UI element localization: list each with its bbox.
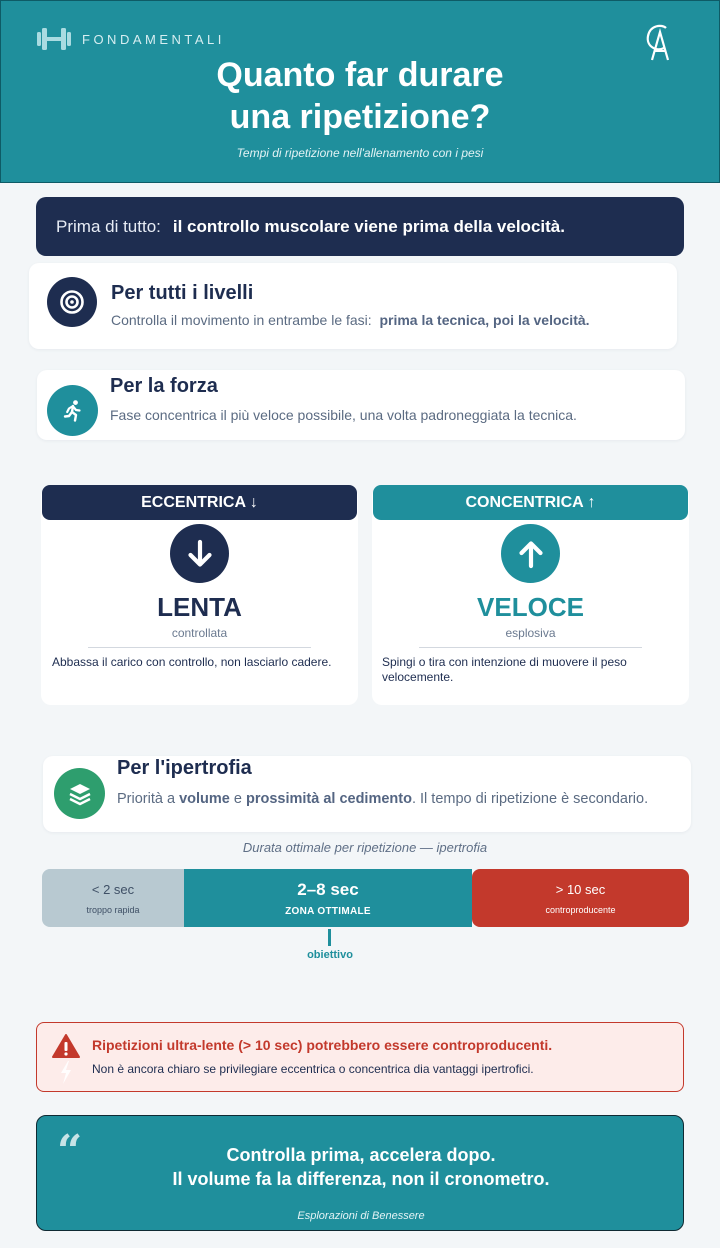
phase-eccentric-header: ECCENTRICA ↓	[42, 485, 357, 520]
warning-text: Non è ancora chiaro se privilegiare eccentrica o concentrica dia vantaggi ipertrofici.	[92, 1062, 534, 1076]
phase-eccentric-qualifier: controllata	[171, 626, 228, 640]
segment-fast-label: < 2 sec	[91, 881, 135, 897]
hyp-text-b: e	[233, 791, 242, 807]
layers-icon	[54, 768, 105, 819]
card-hypertrophy-text	[117, 791, 648, 807]
intro-text: il controllo muscolare viene prima della velocità.	[172, 216, 565, 236]
quote-text	[37, 1143, 685, 1191]
card-hypertrophy-title: Per l'ipertrofia	[117, 757, 252, 779]
card-all-title: Per tutti i livelli	[111, 282, 254, 304]
card-all-emphasis: prima la tecnica, poi la velocità.	[379, 312, 590, 328]
quote-line-1: Controlla prima, accelera dopo.	[226, 1145, 496, 1165]
quote-line-2: Il volume fa la differenza, non il cronometro.	[172, 1169, 550, 1189]
phase-eccentric-speed: LENTA	[157, 592, 242, 622]
timeline-segment-optimal	[184, 869, 472, 927]
target-icon	[47, 277, 97, 327]
phase-concentric-qualifier: esplosiva	[505, 626, 556, 640]
intro-prefix: Prima di tutto:	[56, 216, 161, 236]
quote-box	[36, 1115, 684, 1231]
card-all-body: Controlla il movimento in entrambe le fasi:	[111, 312, 372, 328]
brand	[36, 26, 225, 52]
target-marker	[328, 929, 331, 946]
phase-concentric-description: Spingi o tira con intenzione di muovere il peso velocemente.	[382, 655, 627, 684]
card-all-text	[111, 312, 590, 328]
segment-fast-sublabel: troppo rapida	[86, 904, 140, 915]
hyp-text-c: . Il tempo di ripetizione è secondario.	[411, 791, 649, 807]
card-strength-text: Fase concentrica il più veloce possibile, una volta padroneggiata la tecnica.	[110, 407, 577, 423]
hyp-em-b: prossimità al cedimento	[245, 791, 412, 807]
segment-optimal-label: 2–8 sec	[297, 879, 359, 899]
quote-source: Esplorazioni di Benessere	[297, 1210, 425, 1222]
phase-eccentric-divider	[88, 647, 311, 648]
intro-banner	[36, 197, 684, 256]
timeline-segment-fast	[42, 869, 184, 927]
warning-box	[36, 1022, 684, 1092]
title-line-1: Quanto far durare	[216, 56, 504, 94]
phase-eccentric-description: Abbassa il carico con controllo, non lasciarlo cadere.	[52, 655, 332, 669]
arrow-down-icon	[170, 524, 229, 583]
phase-concentric-speed: VELOCE	[477, 592, 584, 622]
timeline-segment-slow	[472, 869, 689, 927]
hyp-em-a: volume	[179, 791, 230, 807]
page-title	[0, 54, 720, 138]
segment-slow-label: > 10 sec	[555, 881, 606, 897]
card-strength-title: Per la forza	[110, 375, 218, 397]
segment-slow-sublabel: controproducente	[545, 904, 616, 915]
warning-title: Ripetizioni ultra-lente (> 10 sec) potrebbero essere controproducenti.	[92, 1037, 553, 1053]
arrow-up-icon	[501, 524, 560, 583]
phase-concentric-header: CONCENTRICA ↑	[373, 485, 688, 520]
segment-optimal-sublabel: ZONA OTTIMALE	[285, 905, 371, 917]
card-all-levels	[29, 263, 677, 349]
timeline-caption: Durata ottimale per ripetizione — ipertrofia	[242, 840, 488, 855]
running-icon	[47, 385, 98, 436]
quote-mark-icon: “	[57, 1126, 83, 1177]
brand-label: FONDAMENTALI	[82, 31, 225, 47]
phase-concentric-divider	[419, 647, 642, 648]
hyp-text-a: Priorità a	[117, 791, 176, 807]
page-subtitle: Tempi di ripetizione nell'allenamento con i pesi	[236, 146, 484, 160]
title-line-2: una ripetizione?	[229, 98, 491, 136]
dumbbell-icon	[36, 26, 72, 52]
warning-icon	[51, 1033, 81, 1085]
target-marker-label: obiettivo	[307, 949, 353, 961]
